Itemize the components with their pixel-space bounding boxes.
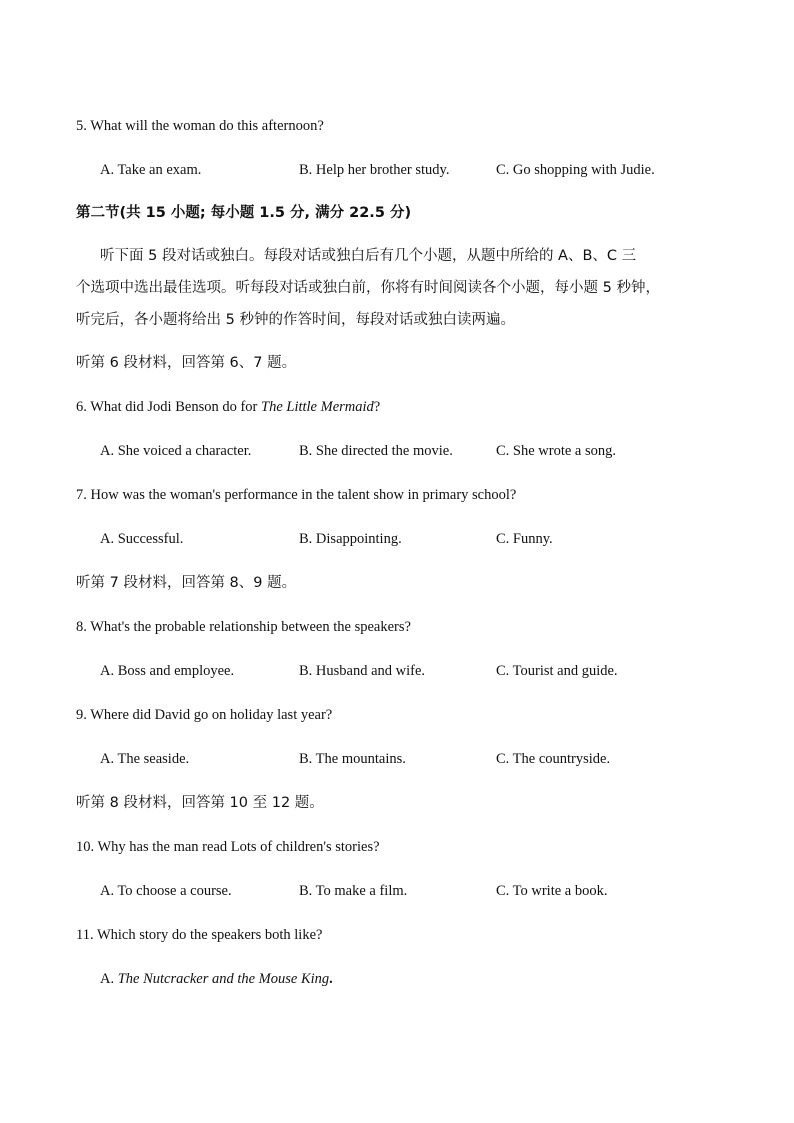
- question-8-option-c: C. Tourist and guide.: [496, 663, 618, 679]
- question-6-movie-title: The Little Mermaid: [261, 399, 374, 415]
- question-7-stem: 7. How was the woman's performance in the talent show in primary school?: [76, 487, 517, 503]
- question-6-option-a: A. She voiced a character.: [100, 443, 252, 459]
- question-10-option-b: B. To make a film.: [299, 883, 408, 899]
- question-11-option-a-title: The Nutcracker and the Mouse King: [117, 971, 330, 987]
- question-6-stem-end: ?: [373, 399, 381, 415]
- question-9-option-c: C. The countryside.: [496, 751, 611, 767]
- question-10-option-c: C. To write a book.: [496, 883, 608, 899]
- question-11-stem: 11. Which story do the speakers both like?: [76, 927, 323, 943]
- section-2-intro-line-3: 听完后，各小题将给出 5 秒钟的作答时间，每段对话或独白读两遍。: [76, 312, 515, 328]
- question-10-option-a: A. To choose a course.: [100, 883, 232, 899]
- question-6-stem-text: 6. What did Jodi Benson do for: [76, 399, 261, 415]
- question-9-option-a: A. The seaside.: [100, 751, 190, 767]
- material-7-label: 听第 7 段材料，回答第 8、9 题。: [76, 575, 297, 591]
- section-2-intro-line-2: 个选项中选出最佳选项。听每段对话或独白前，你将有时间阅读各个小题，每小题 5 秒钟，: [76, 280, 660, 296]
- question-11-option-a-suffix: .: [329, 971, 333, 987]
- question-8-stem: 8. What's the probable relationship between the speakers?: [76, 619, 411, 635]
- question-5-option-b: B. Help her brother study.: [299, 162, 450, 178]
- question-5-stem: 5. What will the woman do this afternoon?: [76, 118, 324, 134]
- question-6-stem: [76, 397, 734, 417]
- question-8-option-a: A. Boss and employee.: [100, 663, 235, 679]
- question-10-stem: 10. Why has the man read Lots of children's stories?: [76, 839, 380, 855]
- section-2-title: 第二节(共 15 小题; 每小题 1.5 分, 满分 22.5 分): [76, 205, 412, 221]
- question-9-stem: 9. Where did David go on holiday last year?: [76, 707, 333, 723]
- question-6-option-c: C. She wrote a song.: [496, 443, 617, 459]
- question-8-option-b: B. Husband and wife.: [299, 663, 426, 679]
- question-11-option-a: [100, 969, 734, 989]
- question-5-option-c: C. Go shopping with Judie.: [496, 162, 655, 178]
- question-5-option-a: A. Take an exam.: [100, 162, 202, 178]
- question-6-option-b: B. She directed the movie.: [299, 443, 453, 459]
- question-7-option-a: A. Successful.: [100, 531, 184, 547]
- question-9-option-b: B. The mountains.: [299, 751, 406, 767]
- question-11-option-a-prefix: A.: [100, 971, 118, 987]
- section-2-intro-line-1: 听下面 5 段对话或独白。每段对话或独白后有几个小题，从题中所给的 A、B、C 三: [100, 248, 637, 264]
- question-7-option-c: C. Funny.: [496, 531, 553, 547]
- material-6-label: 听第 6 段材料，回答第 6、7 题。: [76, 355, 297, 371]
- material-8-label: 听第 8 段材料，回答第 10 至 12 题。: [76, 795, 324, 811]
- question-7-option-b: B. Disappointing.: [299, 531, 402, 547]
